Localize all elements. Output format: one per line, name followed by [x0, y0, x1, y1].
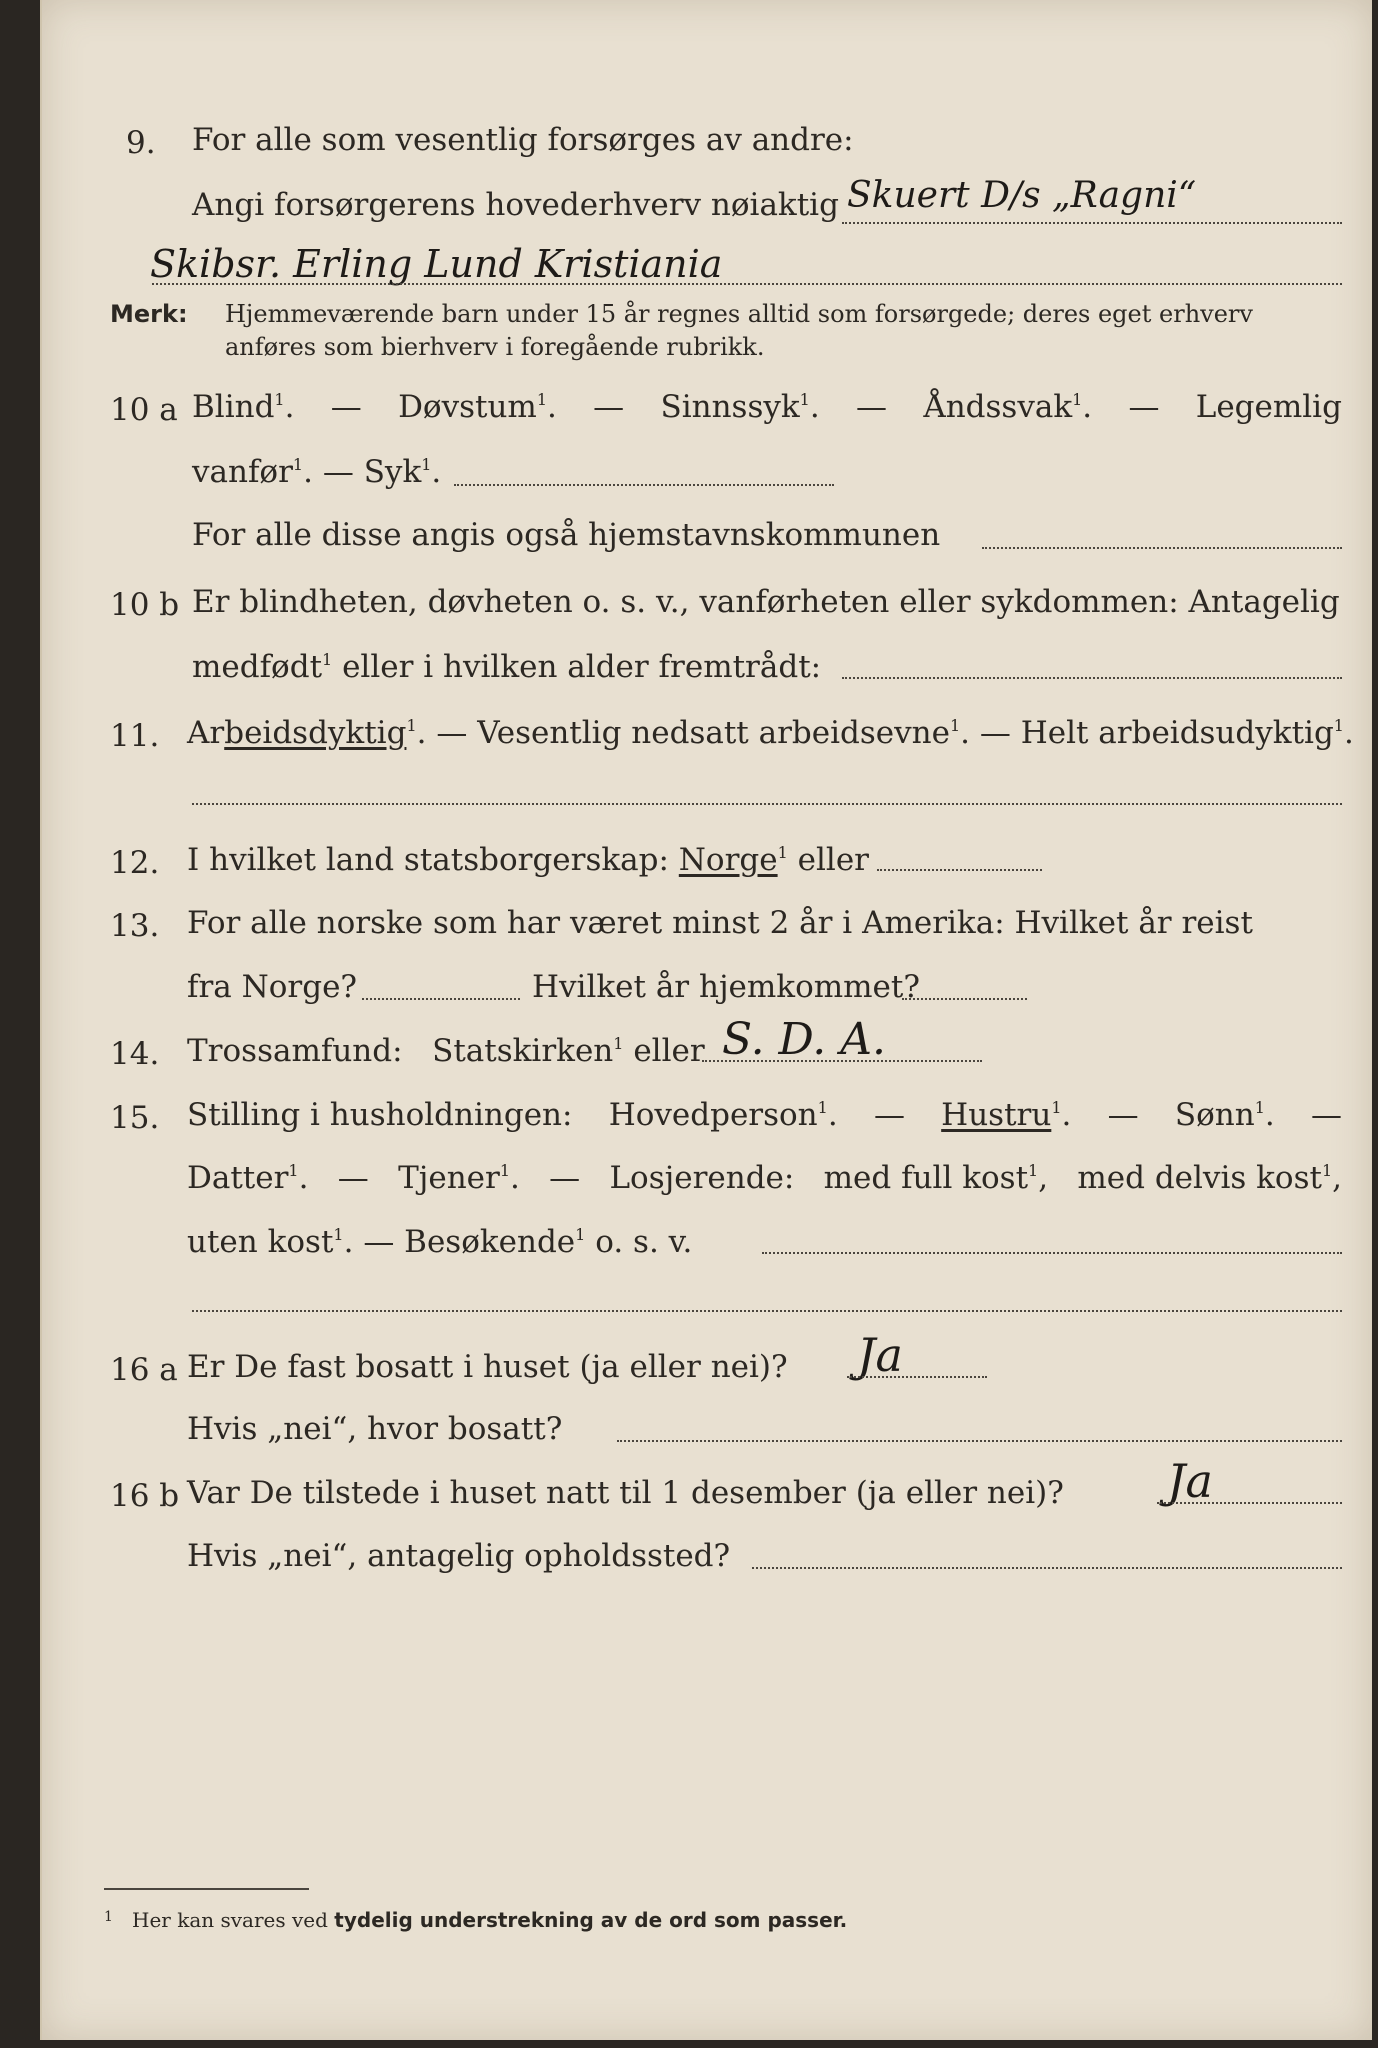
q9-answer-line-2 [152, 283, 1342, 285]
q13-reist-line [362, 998, 520, 1000]
q13-line2b: Hvilket år hjemkommet? [532, 969, 920, 1005]
q15-answer-line-2 [192, 1310, 1342, 1312]
q16a-line2: Hvis „nei“, hvor bosatt? [187, 1411, 563, 1447]
q11-answer-line [192, 803, 1342, 805]
q12-number: 12. [110, 845, 160, 881]
q15-number: 15. [110, 1100, 160, 1136]
q9-line1: For alle som vesentlig forsørges av andre: [192, 122, 854, 158]
dovstum-option: Døvstum$^1$. [398, 389, 557, 425]
q13-hjemkommet-line [902, 998, 1027, 1000]
syk-option: Syk$^1$. [363, 454, 442, 490]
vesentlig-option: — Vesentlig nedsatt arbeidsevne$^1$. [436, 715, 970, 751]
blind-option: Blind$^1$. [192, 389, 295, 425]
q16a-line1: Er De fast bosatt i huset (ja eller nei)? [187, 1349, 788, 1385]
q16b-handwriting: Ja [1167, 1454, 1213, 1508]
vanfor-option: vanfør$^1$. [192, 454, 313, 490]
q15-line3: uten kost$^1$. — Besøkende$^1$ o. s. v. [187, 1224, 693, 1260]
delvis-kost-option: med delvis kost$^1$, [1077, 1160, 1342, 1196]
helt-option: — Helt arbeidsudyktig$^1$. [979, 715, 1354, 751]
q14-answer-line [702, 1060, 982, 1062]
q16b-line2: Hvis „nei“, antagelig opholdssted? [187, 1538, 731, 1574]
hovedperson-option: Hovedperson$^1$. [608, 1097, 838, 1133]
q12-answer-line [877, 869, 1042, 871]
arbeidsdyktig-option: Arbeidsdyktig$^1$. [187, 715, 427, 751]
q14-number: 14. [110, 1036, 160, 1072]
q16a-handwriting: Ja [857, 1328, 903, 1382]
hustru-option: Hustru$^1$. [941, 1097, 1072, 1133]
q10a-line3: For alle disse angis også hjemstavnskommunen [192, 517, 941, 553]
legemlig-option: Legemlig [1195, 389, 1342, 425]
q9-answer-line-1 [842, 222, 1342, 224]
q16a-bosatt-line [617, 1440, 1342, 1442]
q11-line [187, 715, 1354, 751]
merk-label: Merk: [110, 300, 188, 328]
q10a-number: 10 a [110, 392, 178, 428]
q10b-line2: medfødt$^1$ eller i hvilken alder fremtrådt: [192, 649, 822, 685]
q10b-line1: Er blindheten, døvheten o. s. v., vanførheten eller sykdommen: Antagelig [192, 584, 1340, 620]
besokende-option: Besøkende$^1$ [404, 1224, 586, 1260]
q10b-number: 10 b [110, 587, 180, 623]
q16b-line1: Var De tilstede i huset natt til 1 desember (ja eller nei)? [187, 1475, 1064, 1511]
q16a-number: 16 a [110, 1352, 178, 1388]
footnote: $^1$ Her kan svares ved tydelig understrekning av de ord som passer. [104, 1908, 848, 1932]
q16b-opholdssted-line [752, 1567, 1342, 1569]
q16b-answer-line [1157, 1502, 1342, 1504]
andssvak-option: Åndssvak$^1$. [923, 389, 1093, 425]
q15-line2: Datter$^1$. — Tjener$^1$. — Losjerende: med full kost$^1$, med delvis kost$^1$, [187, 1160, 1342, 1196]
sinnssyk-option: Sinnssyk$^1$. [660, 389, 820, 425]
q14-handwriting: S. D. A. [722, 1014, 886, 1065]
datter-option: Datter$^1$. [187, 1160, 309, 1196]
norge-option: Norge [678, 842, 778, 878]
q11-number: 11. [110, 718, 160, 754]
q13-line1: For alle norske som har været minst 2 år i Amerika: Hvilket år reist [187, 905, 1253, 941]
q10b-answer-line [842, 677, 1342, 679]
merk-line1: Hjemmeværende barn under 15 år regnes alltid som forsørgede; deres eget erhverv [225, 300, 1253, 328]
tjener-option: Tjener$^1$. [398, 1160, 520, 1196]
q9-number: 9. [126, 125, 156, 161]
q15-answer-line-1 [762, 1252, 1342, 1254]
q12-line: I hvilket land statsborgerskap: Norge$^1$ eller [187, 842, 869, 878]
q16a-answer-line [847, 1376, 987, 1378]
q10a-line1: Blind$^1$. — Døvstum$^1$. — Sinnssyk$^1$. — Åndssvak$^1$. — Legemlig [192, 389, 1342, 425]
full-kost-option: med full kost$^1$, [823, 1160, 1049, 1196]
q10a-line2: vanfør$^1$. — Syk$^1$. [192, 454, 442, 490]
q9-handwriting-1: Skuert D/s „Ragni“ [847, 175, 1197, 216]
uten-kost-option: uten kost$^1$. [187, 1224, 354, 1260]
q13-line2a: fra Norge? [187, 969, 358, 1005]
merk-line2: anføres som bierhverv i foregående rubrikk. [225, 333, 765, 361]
footnote-rule [104, 1888, 309, 1890]
form-page [40, 0, 1372, 2040]
q10a-hjemstavn-line [982, 547, 1342, 549]
q9-line2: Angi forsørgerens hovederhverv nøiaktig [192, 187, 839, 223]
q15-line1: Stilling i husholdningen: Hovedperson$^1$. — Hustru$^1$. — Sønn$^1$. — [187, 1097, 1342, 1133]
q13-number: 13. [110, 908, 160, 944]
q10a-syk-line [454, 484, 834, 486]
q16b-number: 16 b [110, 1478, 180, 1514]
q9-handwriting-2: Skibsr. Erling Lund Kristiania [150, 242, 723, 286]
sonn-option: Sønn$^1$. [1174, 1097, 1275, 1133]
q14-line: Trossamfund: Statskirken$^1$ eller [187, 1033, 705, 1069]
